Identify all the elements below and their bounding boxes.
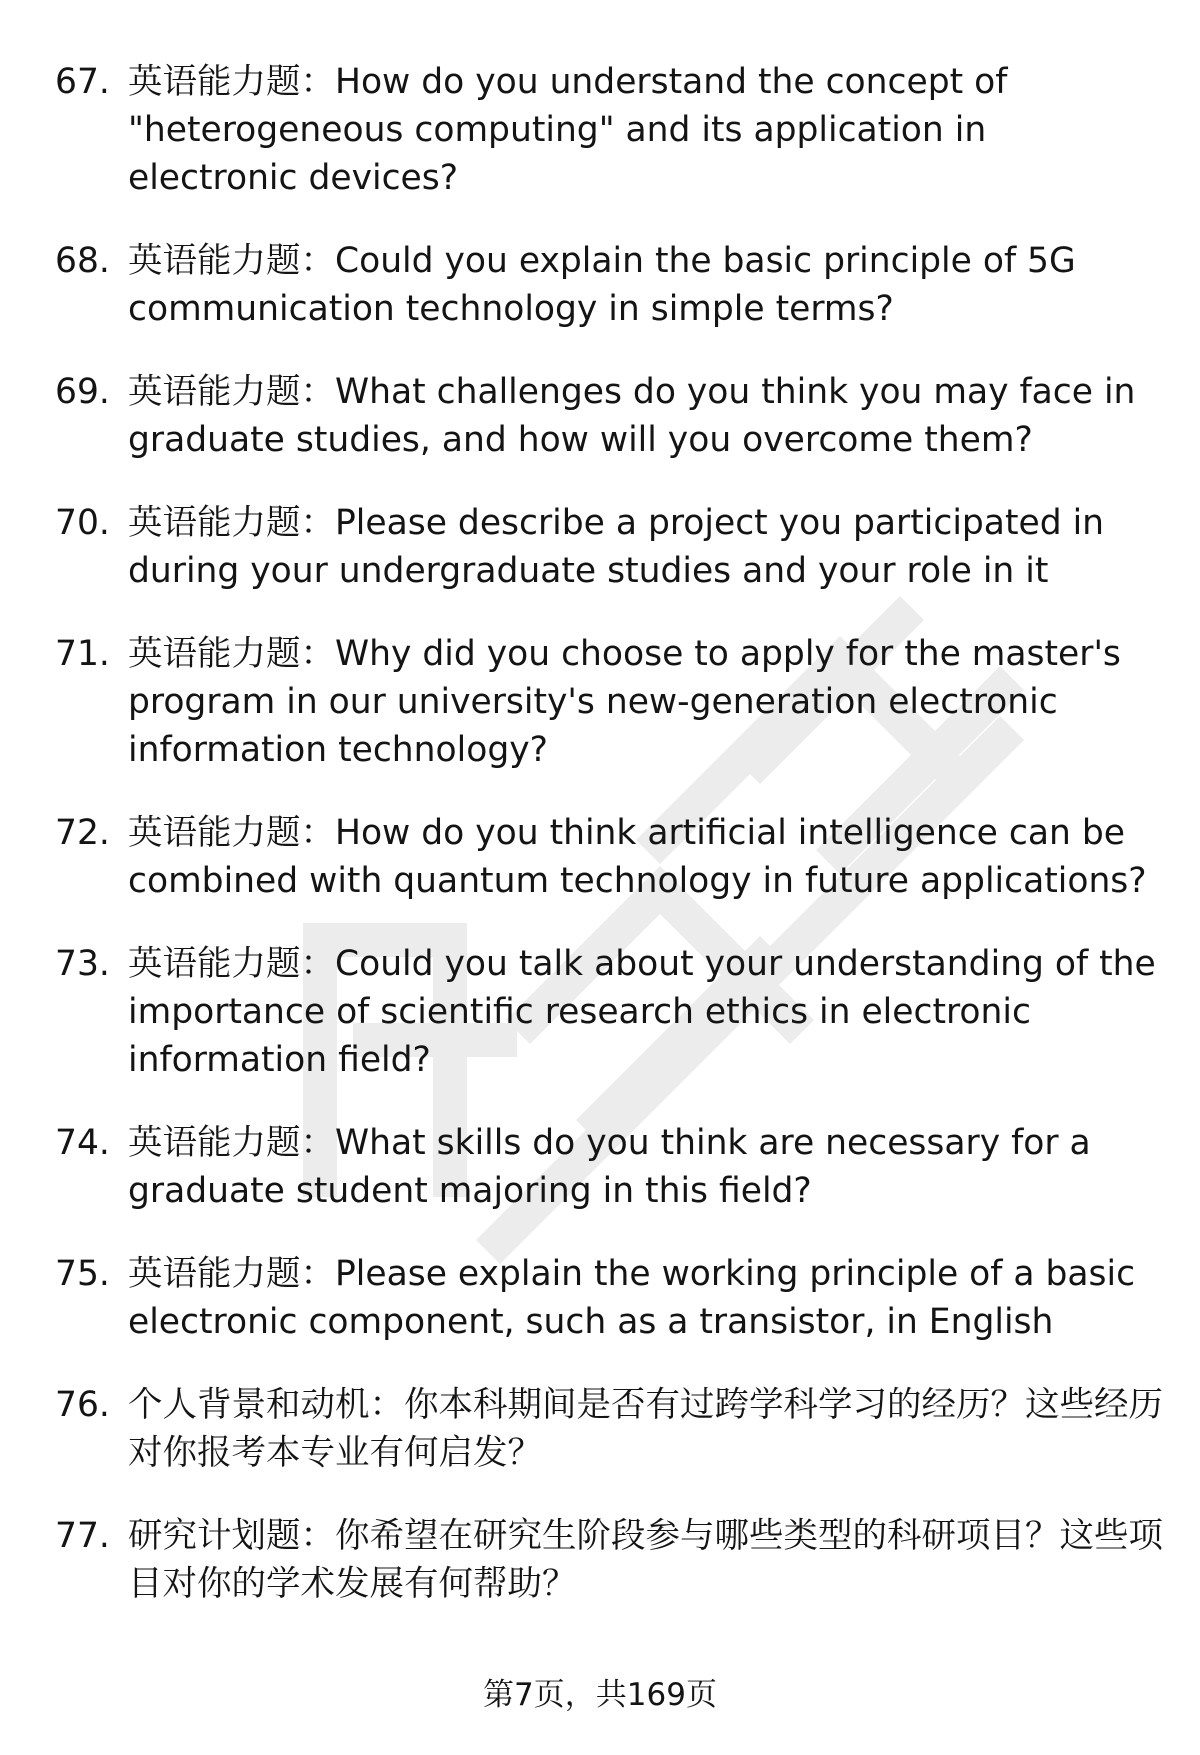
question-number: 67. bbox=[55, 62, 110, 102]
question-item bbox=[55, 237, 1165, 333]
question-item bbox=[55, 809, 1165, 905]
question-text: 英语能力题：How do you think artificial intelligence can be combined with quantum technology in future applications? bbox=[128, 813, 1147, 901]
question-number: 76. bbox=[55, 1385, 110, 1425]
question-text: 英语能力题：What skills do you think are necessary for a graduate student majoring in this field? bbox=[128, 1123, 1091, 1211]
question-text: 英语能力题：Why did you choose to apply for the master's program in our university's new-generation electronic information technology? bbox=[128, 634, 1121, 770]
question-text: 英语能力题：What challenges do you think you may face in graduate studies, and how will you overcome them? bbox=[128, 372, 1136, 460]
question-text: 英语能力题：How do you understand the concept of "heterogeneous computing" and its application in electronic devices? bbox=[128, 62, 1008, 198]
question-item bbox=[55, 1250, 1165, 1346]
question-item bbox=[55, 1381, 1165, 1477]
question-number: 73. bbox=[55, 944, 110, 984]
question-number: 69. bbox=[55, 372, 110, 412]
question-number: 71. bbox=[55, 634, 110, 674]
question-text: 英语能力题：Could you talk about your understanding of the importance of scientific research ethics in electronic information field? bbox=[128, 944, 1156, 1080]
question-number: 74. bbox=[55, 1123, 110, 1163]
question-list bbox=[55, 58, 1165, 1643]
question-text: 英语能力题：Please describe a project you participated in during your undergraduate studies and your role in it bbox=[128, 503, 1105, 591]
question-item bbox=[55, 1119, 1165, 1215]
question-number: 72. bbox=[55, 813, 110, 853]
question-item bbox=[55, 630, 1165, 774]
question-number: 68. bbox=[55, 241, 110, 281]
question-item bbox=[55, 58, 1165, 202]
question-number: 77. bbox=[55, 1516, 110, 1556]
question-number: 75. bbox=[55, 1254, 110, 1294]
question-item bbox=[55, 1512, 1165, 1608]
question-item bbox=[55, 499, 1165, 595]
page-number-footer: 第7页，共169页 bbox=[483, 1677, 717, 1713]
question-text: 个人背景和动机：你本科期间是否有过跨学科学习的经历？这些经历对你报考本专业有何启发？ bbox=[128, 1385, 1163, 1473]
question-text: 英语能力题：Please explain the working principle of a basic electronic component, such as a transistor, in English bbox=[128, 1254, 1136, 1342]
question-text: 研究计划题：你希望在研究生阶段参与哪些类型的科研项目？这些项目对你的学术发展有何帮助？ bbox=[128, 1516, 1163, 1604]
question-item bbox=[55, 368, 1165, 464]
question-number: 70. bbox=[55, 503, 110, 543]
question-item bbox=[55, 940, 1165, 1084]
question-text: 英语能力题：Could you explain the basic principle of 5G communication technology in simple terms? bbox=[128, 241, 1076, 329]
